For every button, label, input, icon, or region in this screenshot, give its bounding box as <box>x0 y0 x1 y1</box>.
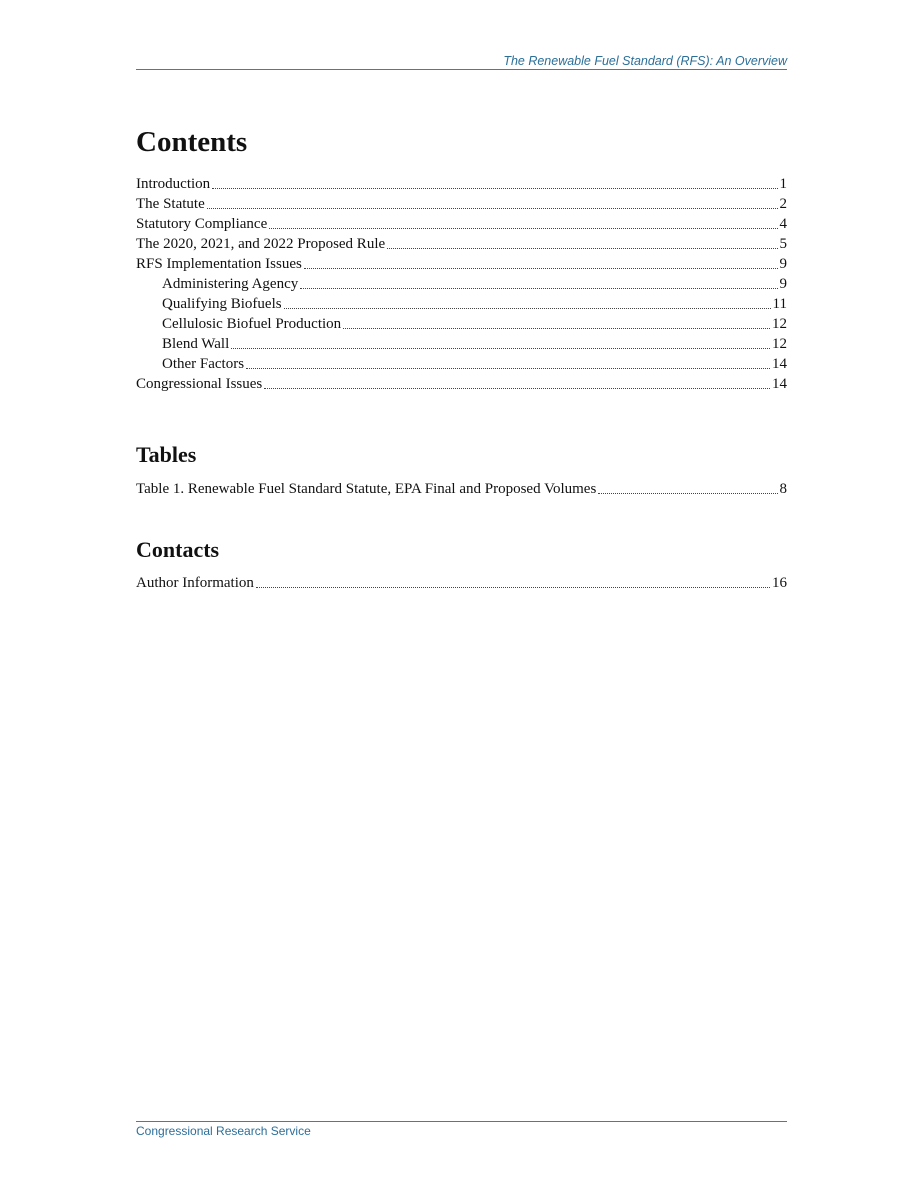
toc-entry[interactable] <box>136 214 787 234</box>
leader-dots <box>246 368 770 369</box>
toc-entry[interactable] <box>136 479 787 499</box>
toc-entry-page: 14 <box>772 376 787 392</box>
toc-entry-page: 12 <box>772 336 787 352</box>
toc-entry[interactable] <box>136 194 787 214</box>
leader-dots <box>231 348 770 349</box>
toc-entry-page: 4 <box>779 216 787 232</box>
running-title: The Renewable Fuel Standard (RFS): An Overview <box>503 54 787 68</box>
toc-entry-label: Introduction <box>136 176 211 192</box>
toc-entry-label: The 2020, 2021, and 2022 Proposed Rule <box>136 236 386 252</box>
toc-entry-page: 9 <box>779 256 787 272</box>
leader-dots <box>256 587 770 588</box>
toc-subentry[interactable] <box>136 334 787 354</box>
leader-dots <box>598 493 777 494</box>
footer-publisher: Congressional Research Service <box>136 1124 311 1138</box>
running-header <box>136 54 787 70</box>
contents-heading: Contents <box>136 126 248 158</box>
toc-entry-page: 12 <box>772 316 787 332</box>
toc-entry-page: 9 <box>779 276 787 292</box>
toc-subentry[interactable] <box>136 314 787 334</box>
toc-entry-page: 14 <box>772 356 787 372</box>
leader-dots <box>343 328 770 329</box>
toc-entry-page: 5 <box>779 236 787 252</box>
contacts-list <box>136 573 787 593</box>
leader-dots <box>304 268 778 269</box>
leader-dots <box>212 188 777 189</box>
toc-entry[interactable] <box>136 573 787 593</box>
toc-entry-page: 8 <box>779 481 787 497</box>
toc-entry-page: 11 <box>772 296 787 312</box>
leader-dots <box>300 288 777 289</box>
toc-entry-label: Administering Agency <box>162 276 299 292</box>
toc-entry-label: Other Factors <box>162 356 245 372</box>
toc-entry-page: 16 <box>772 575 787 591</box>
toc-subentry[interactable] <box>136 294 787 314</box>
toc-entry-label: Author Information <box>136 575 254 591</box>
leader-dots <box>269 228 777 229</box>
toc-entry-page: 2 <box>779 196 787 212</box>
toc-entry-label: The Statute <box>136 196 205 212</box>
footer-rule <box>136 1121 787 1122</box>
toc-entry-label: Blend Wall <box>162 336 230 352</box>
toc-entry[interactable] <box>136 234 787 254</box>
tables-list <box>136 479 787 499</box>
leader-dots <box>207 208 778 209</box>
toc-entry-label: RFS Implementation Issues <box>136 256 302 272</box>
contents-list <box>136 174 787 394</box>
toc-entry-label: Cellulosic Biofuel Production <box>162 316 342 332</box>
leader-dots <box>264 388 770 389</box>
toc-entry-label: Congressional Issues <box>136 376 263 392</box>
toc-subentry[interactable] <box>136 354 787 374</box>
toc-entry-label: Table 1. Renewable Fuel Standard Statute, EPA Final and Proposed Volumes <box>136 481 597 497</box>
toc-entry[interactable] <box>136 254 787 274</box>
toc-entry[interactable] <box>136 174 787 194</box>
leader-dots <box>284 308 771 309</box>
toc-entry-label: Statutory Compliance <box>136 216 268 232</box>
toc-entry-label: Qualifying Biofuels <box>162 296 282 312</box>
tables-heading: Tables <box>136 442 197 467</box>
toc-entry-page: 1 <box>779 176 787 192</box>
toc-entry[interactable] <box>136 374 787 394</box>
contacts-heading: Contacts <box>136 537 220 562</box>
toc-subentry[interactable] <box>136 274 787 294</box>
leader-dots <box>387 248 777 249</box>
